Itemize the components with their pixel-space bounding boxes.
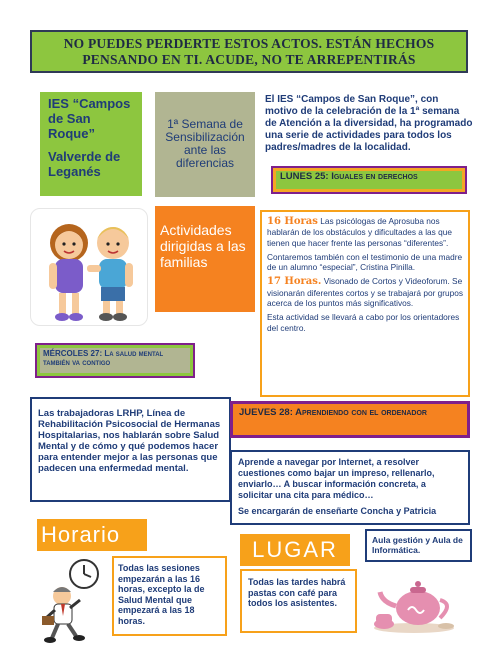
activity-1-text: Las psicólogas de Aprosuba nos hablarán de los obstáculos y dificultades a las que tienen que hacer frente las personas “diferentes”. [267,216,452,248]
internet-box [230,450,470,525]
sesiones-text: Todas las sesiones empezarán a las 16 horas, excepto la de Salud Mental que empezará a las 18 horas. [118,563,205,626]
miercoles-banner [35,343,195,378]
lrhp-text: Las trabajadoras LRHP, Línea de Rehabilitación Psicosocial de Hermanas Hospitalarias, nos hablarán sobre Salud Mental y de cómo y qué podemos hacer para entender mejor a las personas que padecen una enfermedad mental. [38,408,221,474]
activity-1-hour: 16 Horas [267,216,318,227]
children-illustration-icon [30,208,148,326]
org-name: IES “Campos de San Roque” [48,96,131,141]
aula-box [365,529,472,562]
activity-1-extra: Contaremos también con el testimonio de una madre de un alumno “especial”, Cristina Pinilla. [267,251,463,273]
jueves-banner [230,401,470,438]
lrhp-box [30,397,231,502]
activity-2-extra: Esta actividad se llevará a cabo por los orientadores del centro. [267,312,460,333]
aula-text: Aula gestión y Aula de Informática. [372,535,463,555]
families-heading-box [155,206,255,312]
org-location: Valverde de Leganés [48,149,121,179]
clock-runner-icon [40,556,112,644]
miercoles-banner-text: MÉRCOLES 27: La salud mental también va contigo [40,348,190,373]
page-title: NO PUEDES PERDERTE ESTOS ACTOS. ESTÁN HECHOS PENSANDO EN TI. ACUDE, NO TE ARREPENTIRÁS [63,35,435,67]
horario-label: Horario [37,519,147,551]
internet-teachers: Se encargarán de enseñarte Concha y Patricia [238,506,437,516]
org-box [40,92,142,196]
sesiones-box [112,556,227,636]
activity-2 [267,276,463,308]
families-heading: Actividades dirigidas a las familias [160,222,246,270]
teapot-icon [366,572,460,636]
internet-text: Aprende a navegar por Internet, a resolver cuestiones como bajar un impreso, rellenarlo, enviarlo… A buscar información concreta, a solicitar una cita para médico… [238,457,435,500]
tardes-box [240,569,357,633]
semana-box [155,92,255,197]
lugar-label: LUGAR [240,534,350,566]
lunes-banner [271,166,467,194]
title-banner [30,30,468,73]
lunes-banner-text: LUNES 25: Iguales en derechos [276,171,462,189]
semana-text: 1ª Semana de Sensibilización ante las diferencias [165,117,245,170]
jueves-banner-text: JUEVES 28: Aprendiendo con el ordenador [233,404,467,435]
intro-text: El IES “Campos de San Roque”, con motivo de la celebración de la 1ª semana de Atención a la diversidad, ha programado una serie de actividades para todos los padres/madres de la localidad. [265,94,473,153]
activity-2-text: Visonado de Cortos y Videoforum. Se visionarán diferentes cortos y se trabajará por grupos acerca de los puntos más significativos. [267,276,464,309]
activities-box [260,210,470,397]
activity-2-hour: 17 Horas. [267,276,322,288]
activity-1 [267,216,463,248]
tardes-text: Todas las tardes habrá pastas con café para todos los asistentes. [248,577,346,608]
